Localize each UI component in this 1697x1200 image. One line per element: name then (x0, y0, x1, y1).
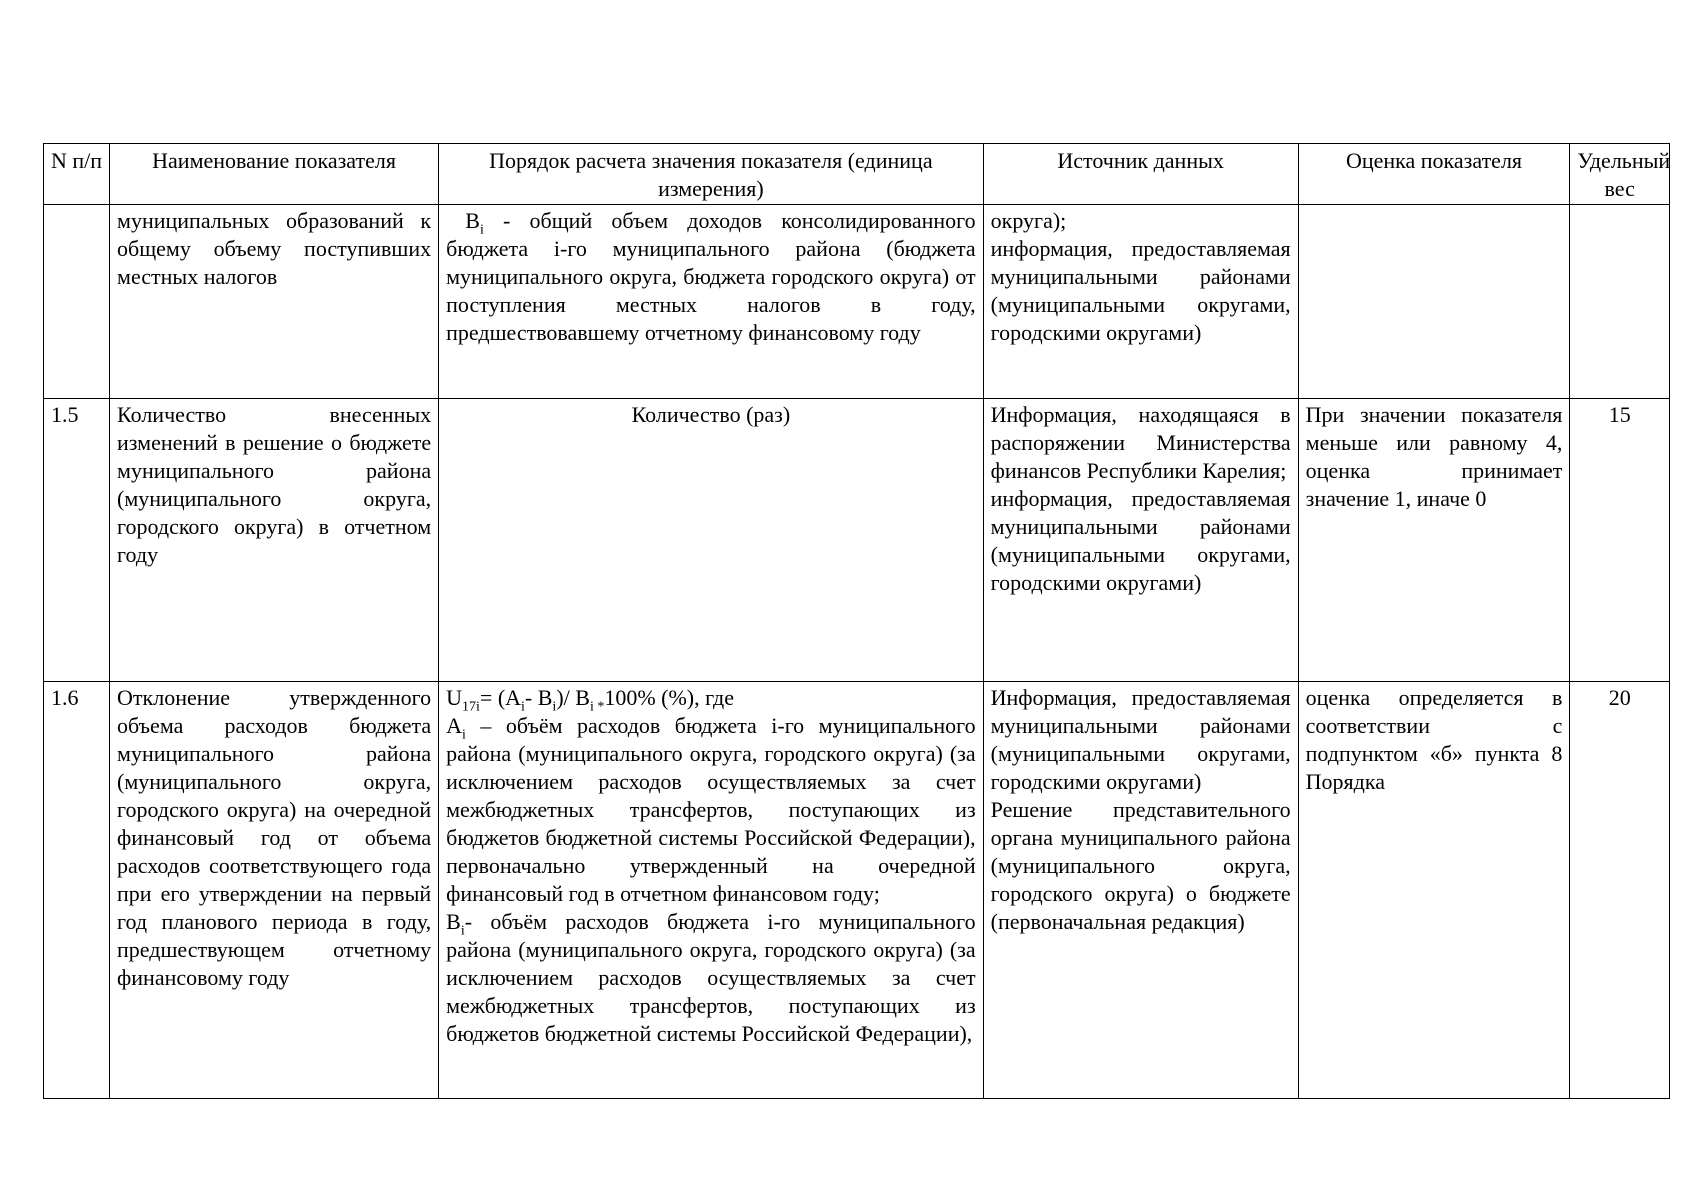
header-source: Источник данных (983, 144, 1298, 205)
source-line: информация, предоставляемая муниципальными районами (муниципальными округами, городскими округами) (990, 236, 1291, 345)
cell-source (983, 399, 1298, 682)
cell-calc: Количество (раз) (439, 399, 984, 682)
definition-b: $B_i-$ объём расходов бюджета i-го муниципального района (муниципального округа, городского округа) (за исключением расходов осуществляемых за счет межбюджетных трансфертов, поступающих из бюджетов бюджетной системы Российской Федерации), (446, 909, 976, 1046)
cell-num: 1.5 (44, 399, 110, 682)
header-calc: Порядок расчета значения показателя (единица измерения) (439, 144, 984, 205)
table-row (44, 205, 1670, 399)
cell-name: Количество внесенных изменений в решение о бюджете муниципального района (муниципального округа, городского округа) в отчетном году (110, 399, 439, 682)
indicators-table (43, 143, 1670, 1099)
cell-assessment (1298, 205, 1570, 399)
header-weight: Удельный вес (1570, 144, 1670, 205)
table-row (44, 399, 1670, 682)
source-line: Информация, находящаяся в распоряжении Министерства финансов Республики Карелия; (990, 402, 1291, 483)
cell-num (44, 205, 110, 399)
header-assessment: Оценка показателя (1298, 144, 1570, 205)
calc-text: - общий объем доходов консолидированного бюджета i-го муниципального района (бюджета муниципального округа, бюджета городского округа) от поступления местных налогов в году, предшествовавшему отчетному финансовому году (446, 208, 976, 345)
cell-weight (1570, 205, 1670, 399)
cell-weight: 15 (1570, 399, 1670, 682)
cell-calc (439, 682, 984, 1099)
formula: $U_{17i}= (A_i-$ $B_i)/$ $B_{i *}100\%$ (%), где (446, 685, 735, 715)
calc-var-sub: i (479, 222, 484, 238)
cell-assessment: При значении показателя меньше или равному 4, оценка принимает значение 1, иначе 0 (1298, 399, 1570, 682)
cell-num: 1.6 (44, 682, 110, 1099)
cell-name: муниципальных образований к общему объему поступивших местных налогов (110, 205, 439, 399)
source-line: Решение представительного органа муниципального района (муниципального округа, городского округа) о бюджете (первоначальная редакция) (990, 797, 1291, 934)
cell-name: Отклонение утвержденного объема расходов бюджета муниципального района (муниципального округа, городского округа) на очередной финансовый год от объема расходов соответствующего года при его утверждении на первый год планового периода в году, предшествующем отчетному финансовому году (110, 682, 439, 1099)
definition-a: $A_i$ – объём расходов бюджета i-го муниципального района (муниципального округа, городского округа) (за исключением расходов осуществляемых за счет межбюджетных трансфертов, поступающих из бюджетов бюджетной системы Российской Федерации), первоначально утвержденный на очередной финансовый год в отчетном финансовом году; (446, 713, 976, 906)
cell-source (983, 205, 1298, 399)
cell-calc (439, 205, 984, 399)
cell-source (983, 682, 1298, 1099)
source-line: округа); (990, 208, 1067, 233)
calc-var: B (465, 208, 480, 233)
header-name: Наименование показателя (110, 144, 439, 205)
table-row (44, 682, 1670, 1099)
header-row (44, 144, 1670, 205)
source-line: информация, предоставляемая муниципальными районами (муниципальными округами, городскими округами) (990, 486, 1291, 595)
cell-weight: 20 (1570, 682, 1670, 1099)
header-num: N п/п (44, 144, 110, 205)
source-line: Информация, предоставляемая муниципальными районами (муниципальными округами, городскими округами) (990, 685, 1291, 794)
cell-assessment: оценка определяется в соответствии с подпунктом «б» пункта 8 Порядка (1298, 682, 1570, 1099)
